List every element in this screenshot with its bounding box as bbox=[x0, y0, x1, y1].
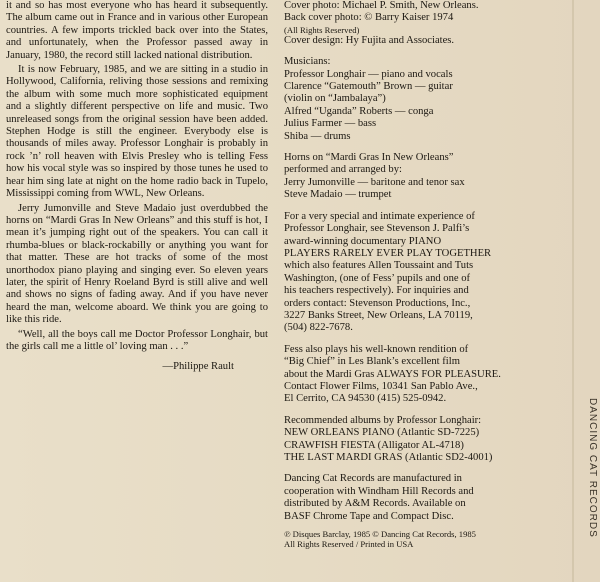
printed-rights-line: All Rights Reserved / Printed in USA bbox=[284, 539, 414, 550]
documentary-line: 3227 Banks Street, New Orleans, LA 70119, bbox=[284, 309, 473, 321]
cover-design-credit: Cover design: Hy Fujita and Associates. bbox=[284, 34, 455, 46]
recommended-line: Recommended albums by Professor Longhair: bbox=[284, 414, 482, 426]
spine-label: DANCING CAT RECORDS bbox=[587, 398, 598, 538]
film-line: Contact Flower Films, 10341 San Pablo Ave., bbox=[284, 380, 478, 392]
credits-right-column bbox=[284, 0, 574, 549]
distribution-line: distributed by A&M Records. Available on bbox=[284, 498, 466, 510]
documentary-line: which also features Allen Toussaint and Tuts bbox=[284, 260, 474, 272]
documentary-line: (504) 822-7678. bbox=[284, 322, 353, 334]
recommended-albums-block bbox=[284, 415, 574, 465]
documentary-line: For a very special and intimate experience of bbox=[284, 210, 475, 222]
distribution-line: cooperation with Windham Hill Records and bbox=[284, 485, 474, 497]
film-line: about the Mardi Gras ALWAYS FOR PLEASURE. bbox=[284, 368, 501, 380]
liner-quote: “Well, all the boys call me Doctor Professor Longhair, but the girls call me a little ol’ loving man . . .” bbox=[6, 328, 268, 352]
horns-line: Steve Madaio — trumpet bbox=[284, 189, 392, 201]
film-line: Fess also plays his well-known rendition of bbox=[284, 343, 469, 355]
copyright-line: ℗ Disques Barclay, 1985 © Dancing Cat Records, 1985 bbox=[284, 529, 476, 540]
film-line: El Cerrito, CA 94530 (415) 525-0942. bbox=[284, 393, 447, 405]
film-line: “Big Chief” in Les Blank’s excellent film bbox=[284, 356, 460, 368]
musicians-heading: Musicians: bbox=[284, 56, 331, 68]
musicians-block bbox=[284, 56, 574, 143]
liner-signature: —Philippe Rault bbox=[162, 361, 234, 373]
rights-note: (All Rights Reserved) bbox=[284, 24, 360, 35]
musician-line: Clarence “Gatemouth” Brown — guitar bbox=[284, 81, 453, 93]
cover-photo-credit: Cover photo: Michael P. Smith, New Orleans. bbox=[284, 0, 479, 11]
distribution-line: BASF Chrome Tape and Compact Disc. bbox=[284, 510, 454, 522]
documentary-line: award-winning documentary PIANO bbox=[284, 235, 442, 247]
horns-line: Jerry Jumonville — baritone and tenor sax bbox=[284, 176, 465, 188]
liner-paragraph-2: It is now February, 1985, and we are sitting in a studio in Hollywood, California, reliving those sessions and remixing the album with some much more sophisticated equipment and a slightly different perspective on life and music. Two unreleased songs from the original session have been added. Stephen Hodge is still the engineer. Everybody else is thousands of miles away. Professor Longhair is probably in rock ’n’ roll heaven with Elvis Presley who is telling Fess how his vocal style was so inspired by those tunes he used to hear him sing late at night on the home radio back in Tupelo, Mississippi coming from WWL, New Orleans. bbox=[6, 64, 268, 200]
recommended-line: CRAWFISH FIESTA (Alligator AL-4718) bbox=[284, 439, 464, 451]
horns-line: performed and arranged by: bbox=[284, 164, 402, 176]
liner-paragraph-3: Jerry Jumonville and Steve Madaio just overdubbed the horns on “Mardi Gras In New Orleans” and this stuff is hot, I mean it’s jumping right out of the speakers. You can call it rhumba-blues or black-rockabilly or anything you want for that matter. These are hot tracks of some of the most unorthodox piano playing and singing ever. So eleven years later, the spirit of Henry Roeland Byrd is still alive and well and shows no signs of fading away. And if you have never heard the man, welcome aboard. We think you are going to like this ride. bbox=[6, 202, 268, 326]
recommended-line: NEW ORLEANS PIANO (Atlantic SD-7225) bbox=[284, 427, 480, 439]
documentary-line: orders contact: Stevenson Productions, Inc., bbox=[284, 297, 471, 309]
credits-block bbox=[284, 0, 574, 47]
liner-notes-left-column bbox=[6, 0, 268, 374]
documentary-line: his teachers respectively). For inquiries and bbox=[284, 285, 469, 297]
film-block bbox=[284, 344, 574, 406]
copyright-footer bbox=[284, 529, 574, 549]
horns-block bbox=[284, 152, 574, 202]
liner-paragraph-1: it and so has most everyone who has heard it subsequently. The album came out in France and in various other European countries. A few imports trickled back over into the States, and unfortunately, when the Professor passed away in January, 1980, the record still lacked national distribution. bbox=[6, 0, 268, 61]
documentary-line: PLAYERS RARELY EVER PLAY TOGETHER bbox=[284, 247, 492, 259]
musician-line: Professor Longhair — piano and vocals bbox=[284, 68, 453, 80]
back-cover-photo-credit: Back cover photo: © Barry Kaiser 1974 bbox=[284, 12, 454, 24]
documentary-line: Washington, (one of Fess’ pupils and one of bbox=[284, 272, 471, 284]
horns-line: Horns on “Mardi Gras In New Orleans” bbox=[284, 152, 454, 164]
distribution-line: Dancing Cat Records are manufactured in bbox=[284, 473, 462, 485]
musician-line: Alfred “Uganda” Roberts — conga bbox=[284, 105, 434, 117]
documentary-line: Professor Longhair, see Stevenson J. Palfi’s bbox=[284, 223, 470, 235]
recommended-line: THE LAST MARDI GRAS (Atlantic SD2-4001) bbox=[284, 452, 493, 463]
distribution-block bbox=[284, 473, 574, 523]
musician-line: Shiba — drums bbox=[284, 130, 351, 142]
musician-line: Julius Farmer — bass bbox=[284, 118, 377, 130]
spine-fold bbox=[572, 0, 574, 582]
musician-line: (violin on “Jambalaya”) bbox=[284, 93, 386, 105]
documentary-block bbox=[284, 211, 574, 335]
